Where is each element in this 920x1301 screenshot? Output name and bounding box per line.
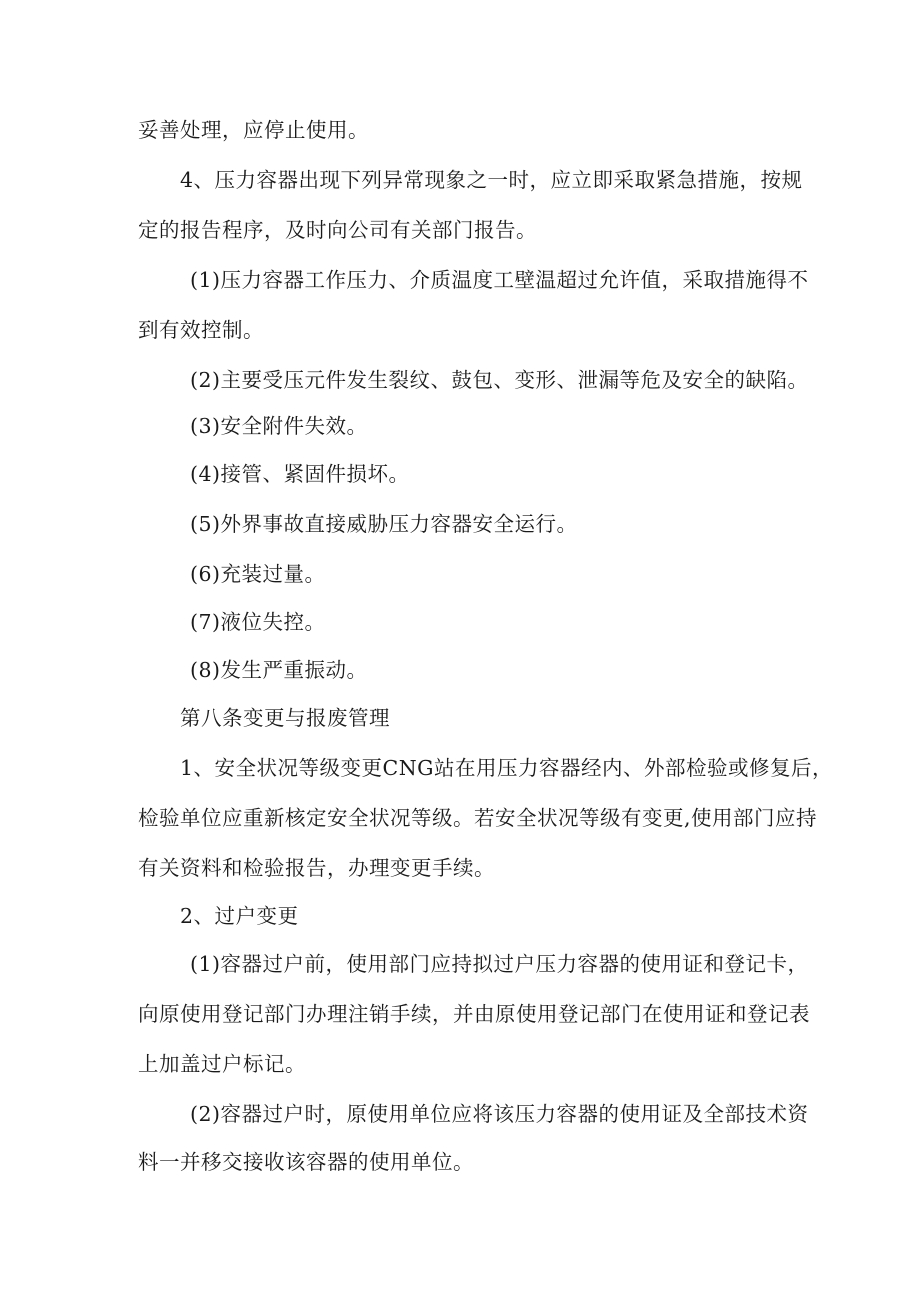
- paragraph-line: 4、压力容器出现下列异常现象之一时，应立即采取紧急措施，按规: [180, 168, 803, 192]
- paragraph-line: (2)容器过户时，原使用单位应将该压力容器的使用证及全部技术资: [190, 1102, 809, 1126]
- paragraph-line: 到有效控制。: [138, 318, 264, 342]
- paragraph-line: 有关资料和检验报告，办理变更手续。: [138, 856, 495, 880]
- paragraph-line: 向原使用登记部门办理注销手续，并由原使用登记部门在使用证和登记表: [138, 1002, 810, 1026]
- paragraph-line: (1)压力容器工作压力、介质温度工壁温超过允许值，采取措施得不: [190, 268, 809, 292]
- paragraph-line: 2、过户变更: [180, 904, 299, 928]
- paragraph-line: (1)容器过户前，使用部门应持拟过户压力容器的使用证和登记卡，: [190, 952, 809, 976]
- paragraph-line: 上加盖过户标记。: [138, 1052, 306, 1076]
- paragraph-line: (4)接管、紧固件损坏。: [190, 462, 410, 486]
- paragraph-line: (2)主要受压元件发生裂纹、鼓包、变形、泄漏等危及安全的缺陷。: [190, 368, 809, 392]
- paragraph-line: (7)液位失控。: [190, 610, 326, 634]
- paragraph-line: 定的报告程序，及时向公司有关部门报告。: [138, 218, 537, 242]
- paragraph-line: (5)外界事故直接威胁压力容器安全运行。: [190, 512, 578, 536]
- paragraph-line: (6)充装过量。: [190, 562, 326, 586]
- paragraph-line: (3)安全附件失效。: [190, 414, 368, 438]
- paragraph-line: 妥善处理，应停止使用。: [138, 118, 369, 142]
- paragraph-line: 1、安全状况等级变更CNG站在用压力容器经内、外部检验或修复后，: [180, 756, 834, 780]
- paragraph-line: 料一并移交接收该容器的使用单位。: [138, 1150, 474, 1174]
- section-heading: 第八条变更与报废管理: [180, 706, 390, 730]
- paragraph-line: 检验单位应重新核定安全状况等级。若安全状况等级有变更,使用部门应持: [138, 806, 818, 830]
- paragraph-line: (8)发生严重振动。: [190, 658, 368, 682]
